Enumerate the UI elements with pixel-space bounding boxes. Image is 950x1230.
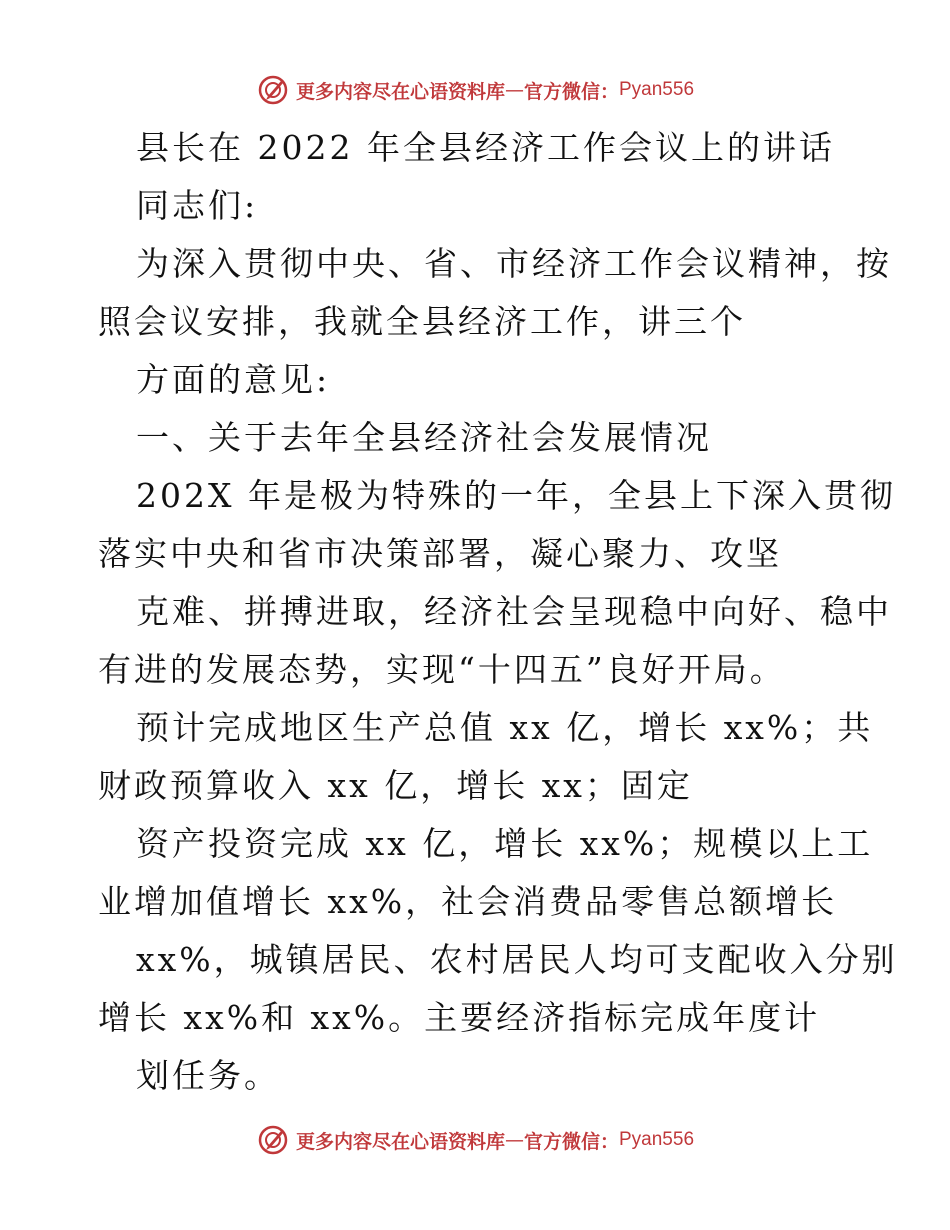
banner-main-text: 更多内容尽在心语资料库 (295, 1130, 505, 1153)
paragraph-line: 有进的发展态势，实现“十四五”良好开局。 (98, 650, 786, 689)
pen-logo-icon (256, 1123, 290, 1157)
paragraph-line: 资产投资完成 xx 亿，增长 xx%；规模以上工 (136, 824, 874, 863)
banner-separator: — (504, 79, 524, 101)
banner-official-label: 官方微信： (523, 1130, 619, 1153)
paragraph-line: 方面的意见: (136, 360, 331, 399)
pen-logo-icon (256, 73, 290, 107)
paragraph-line: 克难、拼搏进取，经济社会呈现稳中向好、稳中 (136, 592, 892, 631)
banner-wechat-id: Pyan556 (619, 1129, 695, 1150)
paragraph-line: 预计完成地区生产总值 xx 亿，增长 xx%；共 (136, 708, 874, 747)
paragraph-line: 为深入贯彻中央、省、市经济工作会议精神，按 (136, 244, 892, 283)
banner-main-text: 更多内容尽在心语资料库 (295, 80, 505, 103)
banner-official-label: 官方微信： (523, 80, 619, 103)
document-title: 县长在 2022 年全县经济工作会议上的讲话 (136, 128, 835, 167)
banner-wechat-id: Pyan556 (619, 79, 695, 100)
footer-banner (0, 1122, 950, 1158)
paragraph-line: 业增加值增长 xx%，社会消费品零售总额增长 (98, 882, 838, 921)
paragraph-line: 增长 xx%和 xx%。主要经济指标完成年度计 (98, 998, 821, 1037)
paragraph-line: xx%，城镇居民、农村居民人均可支配收入分别 (136, 940, 898, 979)
paragraph-line: 照会议安排，我就全县经济工作，讲三个 (98, 302, 746, 341)
salutation: 同志们: (136, 186, 259, 225)
header-banner (0, 72, 950, 108)
banner-separator: — (504, 1129, 524, 1151)
paragraph-line: 划任务。 (136, 1056, 280, 1095)
paragraph-line: 落实中央和省市决策部署，凝心聚力、攻坚 (98, 534, 782, 573)
section-heading: 一、关于去年全县经济社会发展情况 (136, 418, 712, 457)
paragraph-line: 202X 年是极为特殊的一年，全县上下深入贯彻 (136, 476, 896, 515)
paragraph-line: 财政预算收入 xx 亿，增长 xx；固定 (98, 766, 693, 805)
